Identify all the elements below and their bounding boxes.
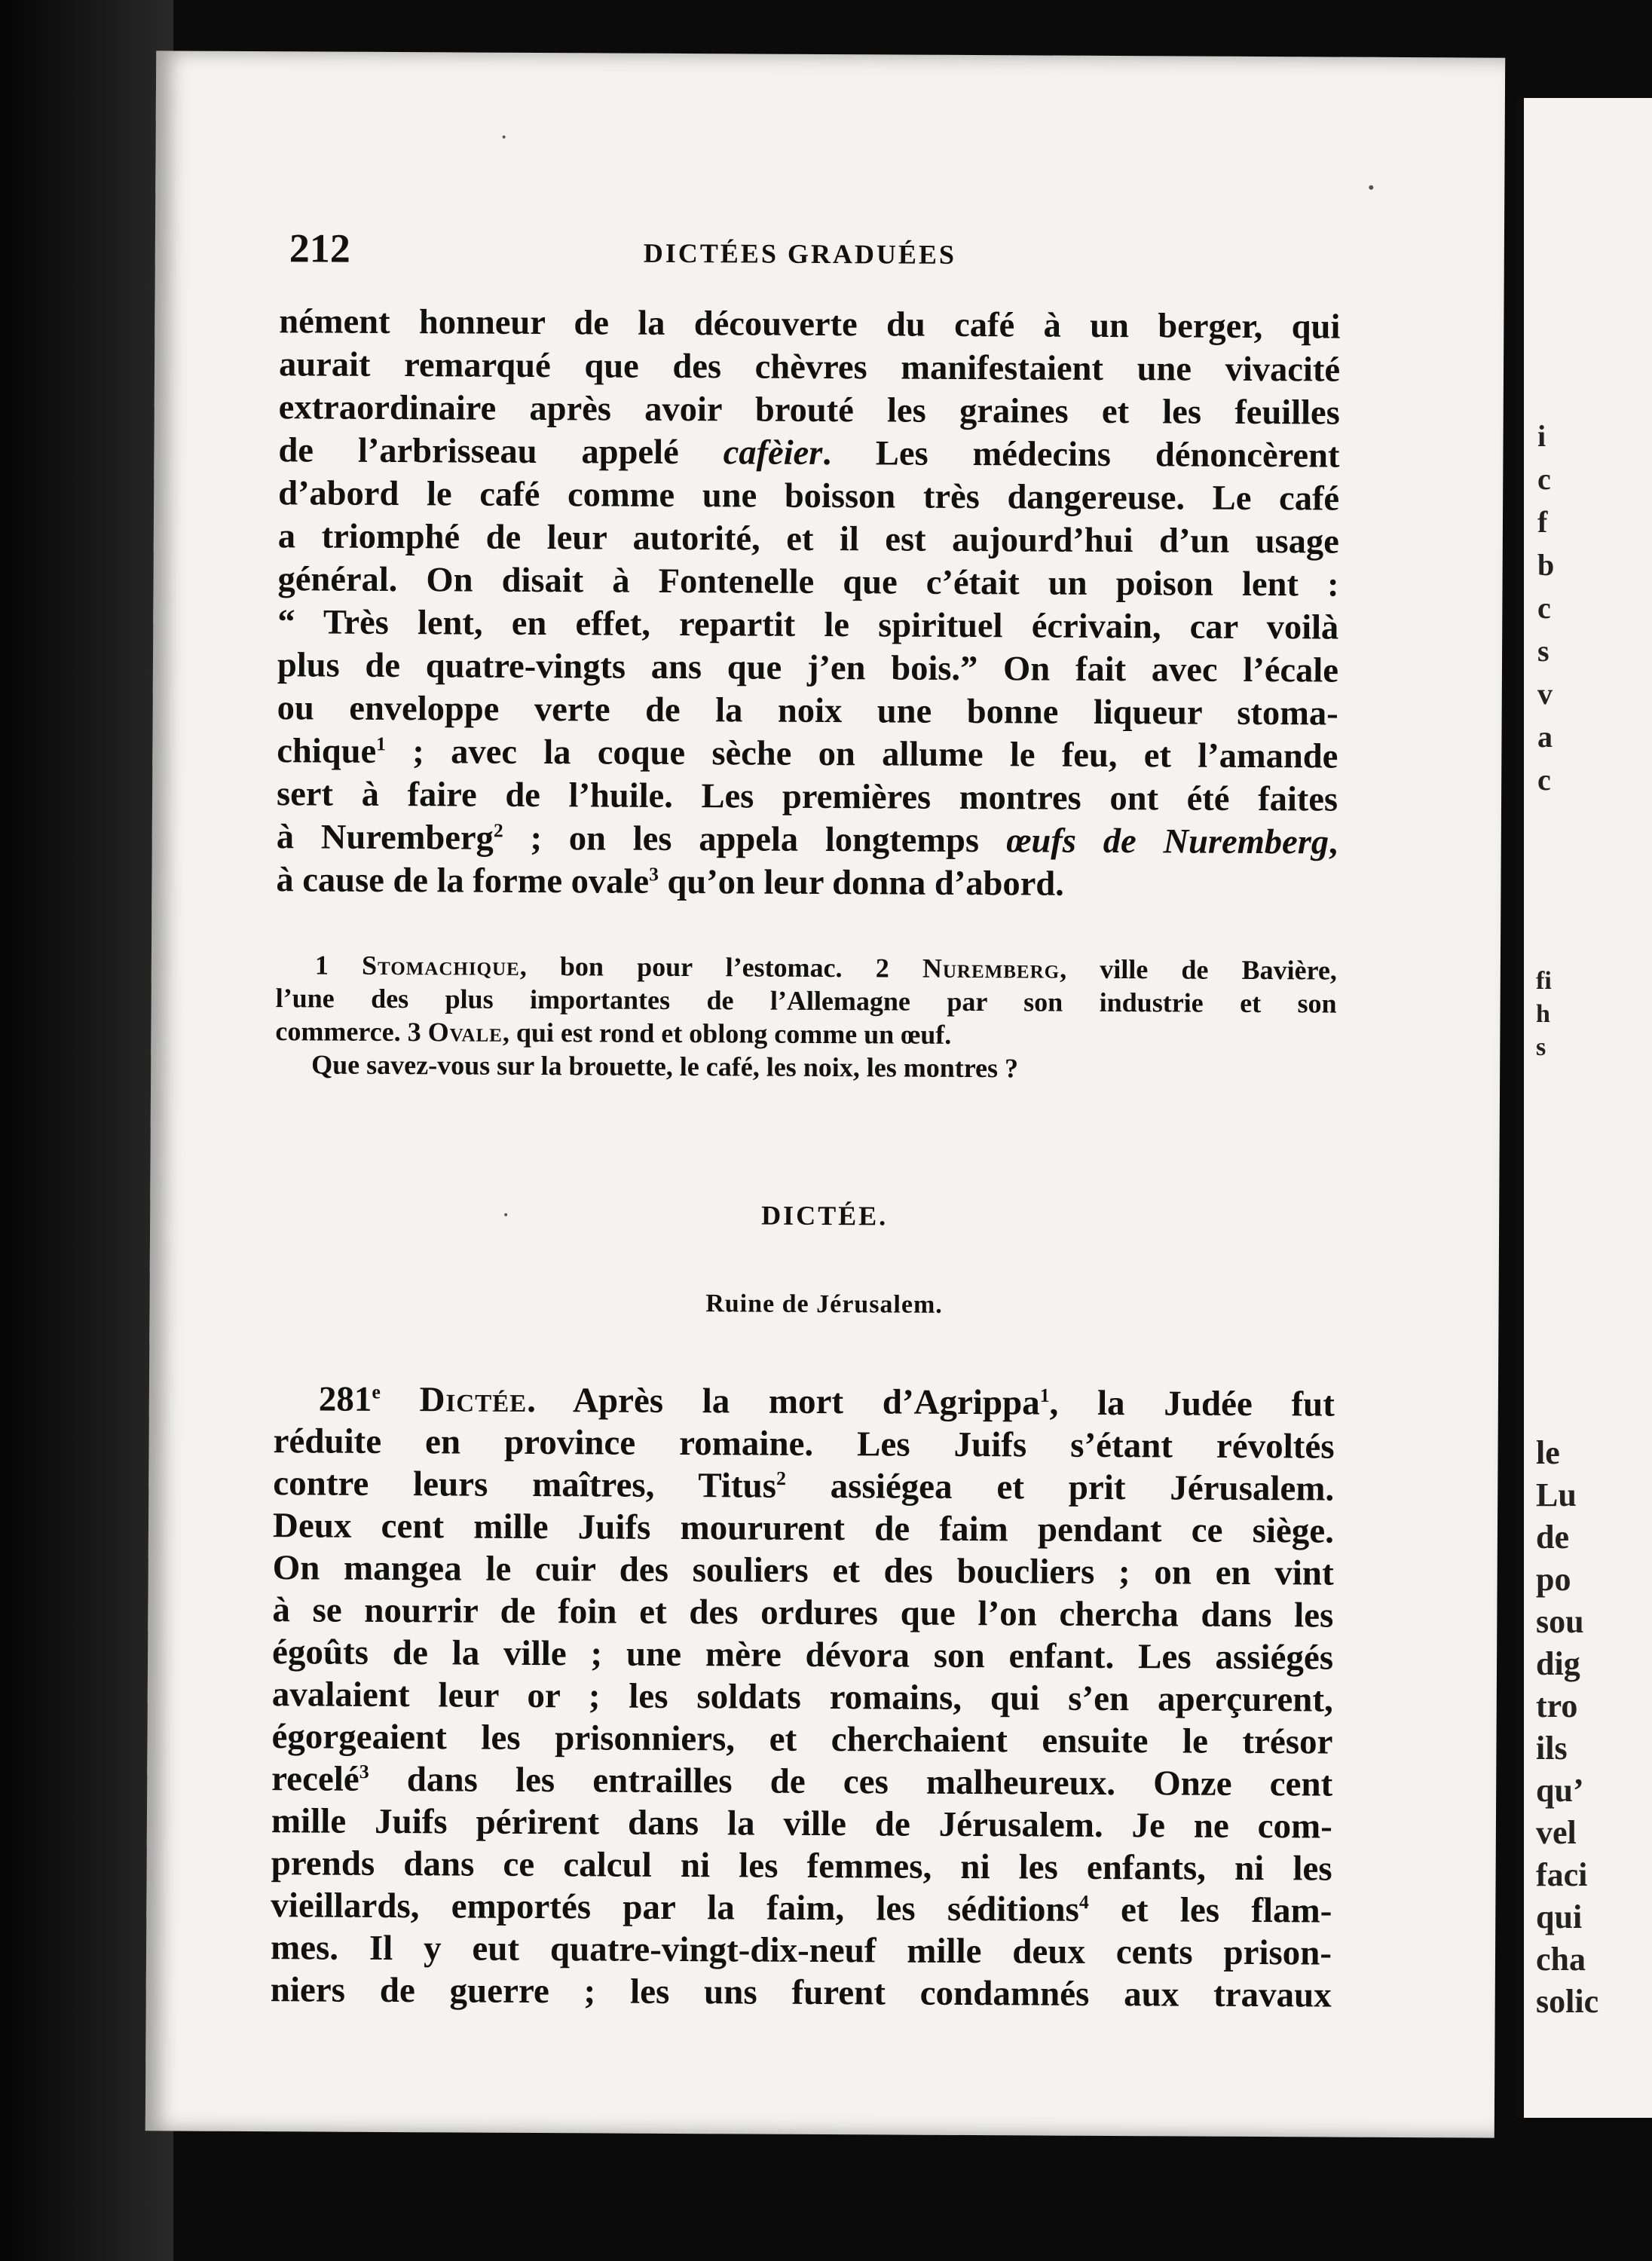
text-line: chique$^1$ ; avec la coque sèche on allume le feu, et l’amande [277,732,1338,776]
adjacent-page-text-top: i c f b c s v a c [1537,419,1555,797]
text-line: prends dans ce calcul ni les femmes, ni les enfants, ni les [271,1843,1332,1889]
book-page [145,50,1505,2137]
italic-term: œufs de Nuremberg [1005,821,1329,862]
text-line: à se nourrir de foin et des ordures que l’on chercha dans les [272,1590,1334,1635]
adjacent-page-edge [1516,98,1652,2118]
text-line: “ Très lent, en effet, repartit le spirituel écrivain, car voilà [277,603,1339,647]
section-title: DICTÉE. [761,1200,889,1231]
paper-speck [504,1213,507,1216]
text-line: extraordinaire après avoir brouté les graines et les feuilles [278,388,1340,433]
text-line: recelé$^3$ dans les entrailles de ces malheureux. Onze cent [271,1759,1333,1804]
dictation-paragraph [271,1378,1335,2016]
text-line: général. On disait à Fontenelle que c’était un poison lent : [277,560,1339,604]
adjacent-page-text-bottom: le Lu de po sou dig tro ils qu’ vel faci qui cha solic [1536,1434,1599,2020]
text-line: nément honneur de la découverte du café à un berger, qui [279,302,1341,347]
footnote-line: 1 Stomachique, bon pour l’estomac. 2 Nuremberg, ville de Bavière, [314,950,1337,986]
text-line: d’abord le café comme une boisson très dangereuse. Le café [278,474,1340,519]
review-question: Que savez-vous sur la brouette, le café, les noix, les montres ? [311,1049,1019,1084]
footnote-ref: 3 [649,863,659,886]
text-line: plus de quatre-vingts ans que j’en bois.” On fait avec l’écale [277,646,1339,690]
text-line: vieillards, emportés par la faim, les séditions$^4$ et les flam- [271,1886,1332,1931]
text-line: aurait remarqué que des chèvres manifestaient une vivacité [278,345,1341,390]
page-header [289,225,1420,291]
paragraph-continued [276,300,1340,907]
text-line: mes. Il y eut quatre-vingt-dix-neuf mille deux cents prison- [270,1928,1332,1973]
text-line: On mangea le cuir des souliers et des boucliers ; on en vint [272,1548,1334,1593]
text-line: Deux cent mille Juifs moururent de faim pendant ce siège. [272,1506,1335,1551]
text-line: sert à faire de l’huile. Les premières montres ont été faites [276,775,1338,819]
text-line: a triomphé de leur autorité, et il est aujourd’hui d’un usage [277,517,1339,561]
text-line: réduite en province romaine. Les Juifs s’étant révoltés [273,1421,1335,1467]
text-line: ou enveloppe verte de la noix une bonne liqueur stoma- [277,689,1338,733]
dictation-number: 281 [318,1379,372,1419]
text-line: 281e Dictée. Après la mort d’Agrippa$^1$, la Judée fut [318,1379,1335,1424]
text-line: de l’arbrisseau appelé cafèier. Les médecins dénoncèrent [278,431,1340,476]
running-title: DICTÉES GRADUÉES [643,237,957,270]
paper-speck [503,136,506,139]
text-line: à cause de la forme ovale$^3$ qu’on leur donna d’abord. [276,861,1064,904]
footnote-ref: 1 [1039,1384,1050,1406]
text-line: contre leurs maîtres, Titus$^2$ assiégea et prit Jérusalem. [273,1464,1335,1509]
page-number: 212 [289,225,351,271]
footnote-line: commerce. 3 Ovale, qui est rond et oblong comme un œuf. [275,1016,952,1050]
footnote-ref: 3 [359,1761,369,1783]
dictation-label: Dictée [419,1380,528,1420]
section-subtitle: Ruine de Jérusalem. [705,1290,943,1319]
footnote-line: l’une des plus importantes de l’Allemagne par son industrie et son [275,983,1337,1019]
footnotes [275,948,1337,1086]
text-line: niers de guerre ; les uns furent condamnés aux travaux [270,1970,1332,2015]
footnote-ref: 1 [376,733,387,755]
footnote-ref: 4 [1078,1891,1089,1914]
text-line: avalaient leur or ; les soldats romains, qui s’en aperçurent, [271,1675,1333,1720]
paper-speck [1369,185,1373,190]
text-line: mille Juifs périrent dans la ville de Jérusalem. Je ne com- [271,1801,1333,1846]
adjacent-page-footnote: fi h s [1536,967,1552,1061]
text-line: à Nuremberg$^2$ ; on les appela longtemps œufs de Nuremberg, [276,818,1338,862]
text-line: égorgeaient les prisonniers, et cherchaient ensuite le trésor [271,1717,1333,1762]
italic-term: cafèier [723,433,823,473]
footnote-ref: 2 [776,1467,787,1490]
text-line: égoûts de la ville ; une mère dévora son enfant. Les assiégés [271,1632,1334,1678]
footnote-ref: 2 [493,819,503,842]
